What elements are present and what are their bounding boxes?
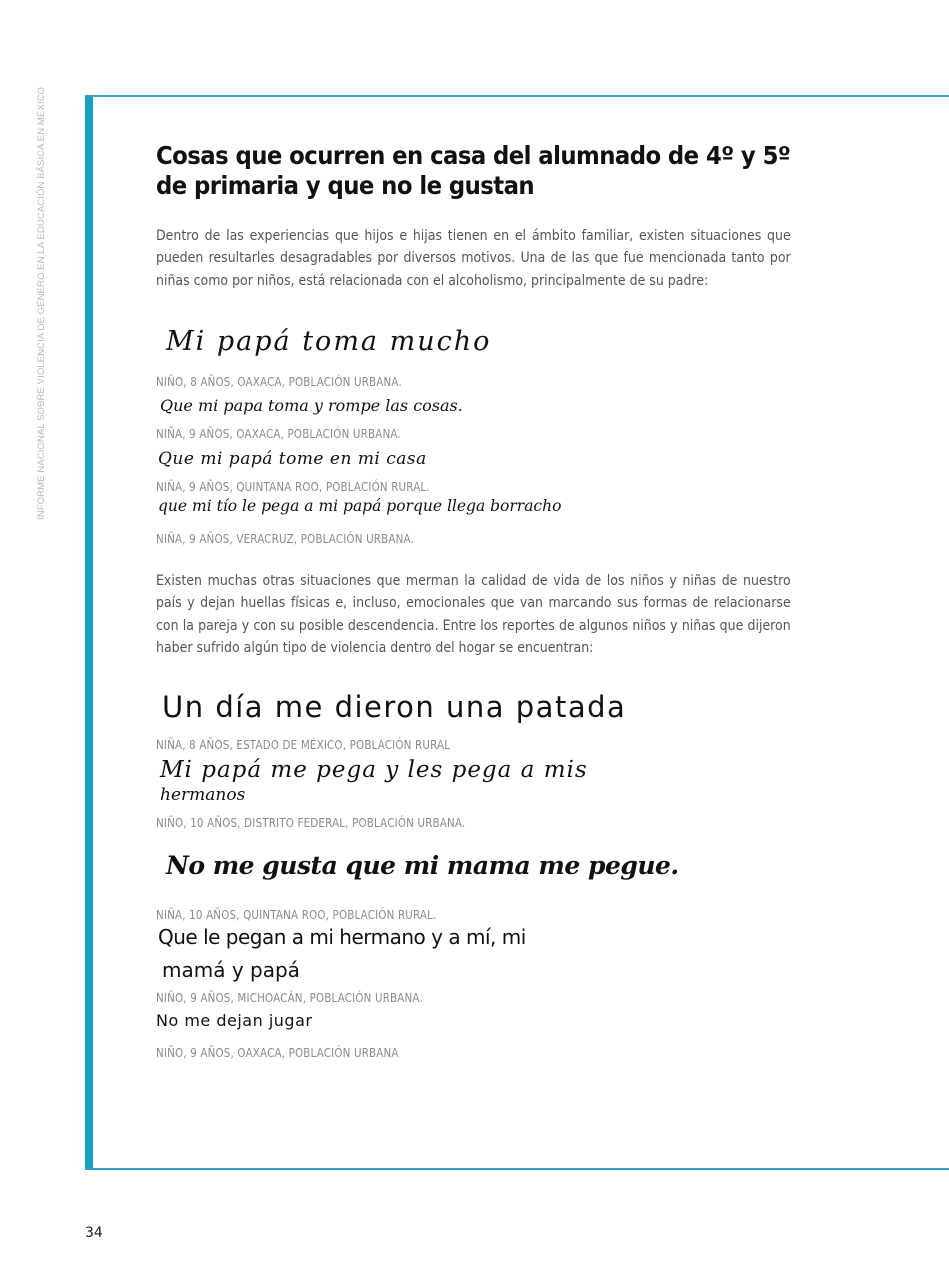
quote-caption: NIÑA, 10 AÑOS, QUINTANA ROO, POBLACIÓN RURAL. xyxy=(156,908,437,922)
quote-caption: NIÑO, 9 AÑOS, MICHOACÁN, POBLACIÓN URBANA. xyxy=(156,991,423,1005)
handwritten-quote: Que mi papa toma y rompe las cosas. xyxy=(160,396,463,415)
quote-caption: NIÑO, 8 AÑOS, OAXACA, POBLACIÓN URBANA. xyxy=(156,375,402,389)
accent-bar-left xyxy=(85,95,93,1170)
handwritten-quote: Mi papá toma mucho xyxy=(166,326,492,357)
page-number: 34 xyxy=(85,1225,103,1241)
section-title: Cosas que ocurren en casa del alumnado de 4º y 5º de primaria y que no le gustan xyxy=(156,141,791,200)
intro-paragraph: Dentro de las experiencias que hijos e hijas tienen en el ámbito familiar, existen situaciones que pueden resultarles desagradables por diversos motivos. Una de las que fue mencionada tanto por niñas como por niños, está relacionada con el alcoholismo, principalmente de su padre: xyxy=(156,227,791,289)
quote-caption: NIÑA, 9 AÑOS, OAXACA, POBLACIÓN URBANA. xyxy=(156,427,401,441)
accent-rule-bottom xyxy=(85,1168,949,1170)
handwritten-quote: No me dejan jugar xyxy=(156,1011,313,1030)
accent-rule-top xyxy=(85,95,949,97)
handwritten-quote-continued: hermanos xyxy=(160,785,246,805)
handwritten-quote: Mi papá me pega y les pega a mis xyxy=(160,757,588,783)
quote-caption: NIÑO, 9 AÑOS, OAXACA, POBLACIÓN URBANA xyxy=(156,1046,399,1060)
quote-caption: NIÑA, 8 AÑOS, ESTADO DE MÉXICO, POBLACIÓN RURAL xyxy=(156,738,451,752)
quote-caption: NIÑA, 9 AÑOS, QUINTANA ROO, POBLACIÓN RURAL. xyxy=(156,480,430,494)
quote-caption: NIÑA, 9 AÑOS, VERACRUZ, POBLACIÓN URBANA. xyxy=(156,532,415,546)
handwritten-quote: Que mi papá tome en mi casa xyxy=(158,449,427,469)
handwritten-quote-continued: mamá y papá xyxy=(162,958,300,982)
handwritten-quote: que mi tío le pega a mi papá porque llega borracho xyxy=(158,497,562,515)
quote-caption: NIÑO, 10 AÑOS, DISTRITO FEDERAL, POBLACIÓN URBANA. xyxy=(156,816,466,830)
handwritten-quote: Que le pegan a mi hermano y a mí, mi xyxy=(158,925,526,949)
handwritten-quote: No me gusta que mi mama me pegue. xyxy=(166,851,679,880)
handwritten-quote: Un día me dieron una patada xyxy=(162,690,627,724)
running-header-vertical: INFORME NACIONAL SOBRE VIOLENCIA DE GÉNERO EN LA EDUCACIÓN BÁSICA EN MÉXICO xyxy=(36,86,47,520)
second-paragraph: Existen muchas otras situaciones que merman la calidad de vida de los niños y niñas de nuestro país y dejan huellas físicas e, incluso, emocionales que van marcando sus formas de relacionarse con la pareja y con su posible descendencia. Entre los reportes de algunos niños y niñas que dijeron haber sufrido algún tipo de violencia dentro del hogar se encuentran: xyxy=(156,572,791,656)
